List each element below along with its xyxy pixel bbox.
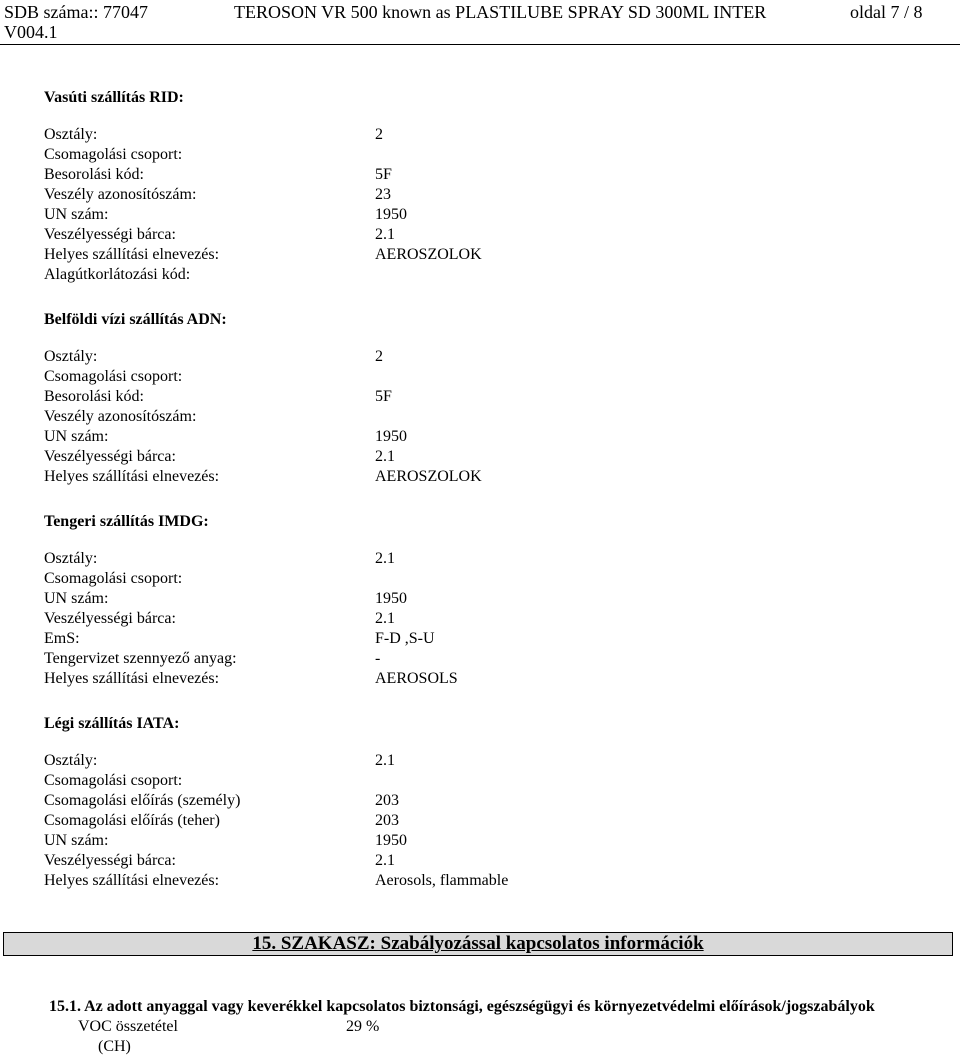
row-value: 2.1: [375, 752, 395, 769]
row-value: 1950: [375, 206, 407, 223]
row-label: Osztály:: [44, 126, 98, 143]
row-label: Veszélyességi bárca:: [44, 448, 176, 465]
row-value: 2.1: [375, 226, 395, 243]
row-label: UN szám:: [44, 428, 109, 445]
section-15-heading: 15. SZAKASZ: Szabályozással kapcsolatos információk: [252, 933, 704, 954]
adn-row: [44, 368, 924, 388]
iata-row: [44, 792, 924, 812]
row-value: AEROSZOLOK: [375, 468, 482, 485]
doc-version: V004.1: [4, 22, 58, 42]
iata-row: [44, 832, 924, 852]
voc-note-row: [98, 1038, 960, 1058]
section-15-1-title: 15.1. Az adott anyaggal vagy keverékkel kapcsolatos biztonsági, egészségügyi és környezetvédelmi előírások/jogszabályok: [49, 998, 875, 1015]
row-label: Osztály:: [44, 348, 98, 365]
row-value: 2: [375, 348, 383, 365]
row-label: Veszélyességi bárca:: [44, 226, 176, 243]
adn-title: Belföldi vízi szállítás ADN:: [44, 311, 227, 328]
row-value: 5F: [375, 388, 392, 405]
row-value: 5F: [375, 166, 392, 183]
row-value: 2.1: [375, 852, 395, 869]
row-label: Osztály:: [44, 752, 98, 769]
rid-row: [44, 186, 924, 206]
row-label: Csomagolási előírás (személy): [44, 792, 241, 809]
iata-row: [44, 752, 924, 772]
row-label: Csomagolási csoport:: [44, 772, 183, 789]
row-label: Helyes szállítási elnevezés:: [44, 872, 220, 889]
adn-row: [44, 428, 924, 448]
row-value: 1950: [375, 590, 407, 607]
rid-row: [44, 126, 924, 146]
row-value: 2.1: [375, 550, 395, 567]
imdg-row: [44, 590, 924, 610]
iata-row: [44, 772, 924, 792]
adn-row: [44, 468, 924, 488]
row-label: Csomagolási csoport:: [44, 146, 183, 163]
row-value: 203: [375, 792, 399, 809]
row-label: Helyes szállítási elnevezés:: [44, 246, 220, 263]
rid-title: Vasúti szállítás RID:: [44, 89, 184, 106]
row-label: Helyes szállítási elnevezés:: [44, 670, 220, 687]
product-name: TEROSON VR 500 known as PLASTILUBE SPRAY SD 300ML INTER: [234, 2, 767, 22]
voc-label: VOC összetétel: [78, 1018, 178, 1035]
row-value: Aerosols, flammable: [375, 872, 509, 889]
row-value: 2.1: [375, 610, 395, 627]
row-value: AEROSOLS: [375, 670, 458, 687]
iata-row: [44, 812, 924, 832]
imdg-title: Tengeri szállítás IMDG:: [44, 513, 209, 530]
row-label: Tengervizet szennyező anyag:: [44, 650, 237, 667]
imdg-row: [44, 610, 924, 630]
imdg-row: [44, 550, 924, 570]
row-value: F-D ,S-U: [375, 630, 435, 647]
row-label: Osztály:: [44, 550, 98, 567]
row-value: -: [375, 650, 381, 667]
row-value: AEROSZOLOK: [375, 246, 482, 263]
row-label: Veszély azonosítószám:: [44, 408, 197, 425]
row-label: UN szám:: [44, 206, 109, 223]
rid-row: [44, 246, 924, 266]
row-label: EmS:: [44, 630, 80, 647]
iata-title: Légi szállítás IATA:: [44, 715, 180, 732]
row-label: UN szám:: [44, 590, 109, 607]
header-divider: [0, 44, 960, 45]
iata-row: [44, 852, 924, 872]
adn-row: [44, 388, 924, 408]
row-label: Besorolási kód:: [44, 166, 144, 183]
imdg-row: [44, 670, 924, 690]
row-label: Veszély azonosítószám:: [44, 186, 197, 203]
row-value: 1950: [375, 832, 407, 849]
row-label: UN szám:: [44, 832, 109, 849]
rid-row: [44, 146, 924, 166]
imdg-row: [44, 650, 924, 670]
doc-id: SDB száma:: 77047: [4, 2, 148, 22]
rid-row: [44, 206, 924, 226]
voc-row: [78, 1018, 958, 1038]
section-15-banner: [3, 932, 953, 956]
rid-row: [44, 266, 924, 286]
adn-row: [44, 448, 924, 468]
row-value: 203: [375, 812, 399, 829]
row-label: Besorolási kód:: [44, 388, 144, 405]
iata-row: [44, 872, 924, 892]
row-label: Helyes szállítási elnevezés:: [44, 468, 220, 485]
imdg-row: [44, 630, 924, 650]
row-value: 2.1: [375, 448, 395, 465]
rid-row: [44, 166, 924, 186]
row-label: Csomagolási csoport:: [44, 570, 183, 587]
row-label: Csomagolási előírás (teher): [44, 812, 220, 829]
adn-row: [44, 348, 924, 368]
page-number: oldal 7 / 8: [850, 2, 923, 22]
row-label: Csomagolási csoport:: [44, 368, 183, 385]
voc-note: (CH): [98, 1038, 131, 1055]
voc-value: 29 %: [346, 1018, 380, 1035]
adn-row: [44, 408, 924, 428]
row-label: Veszélyességi bárca:: [44, 610, 176, 627]
row-value: 1950: [375, 428, 407, 445]
row-value: 23: [375, 186, 391, 203]
row-value: 2: [375, 126, 383, 143]
row-label: Veszélyességi bárca:: [44, 852, 176, 869]
imdg-row: [44, 570, 924, 590]
rid-row: [44, 226, 924, 246]
row-label: Alagútkorlátozási kód:: [44, 266, 191, 283]
